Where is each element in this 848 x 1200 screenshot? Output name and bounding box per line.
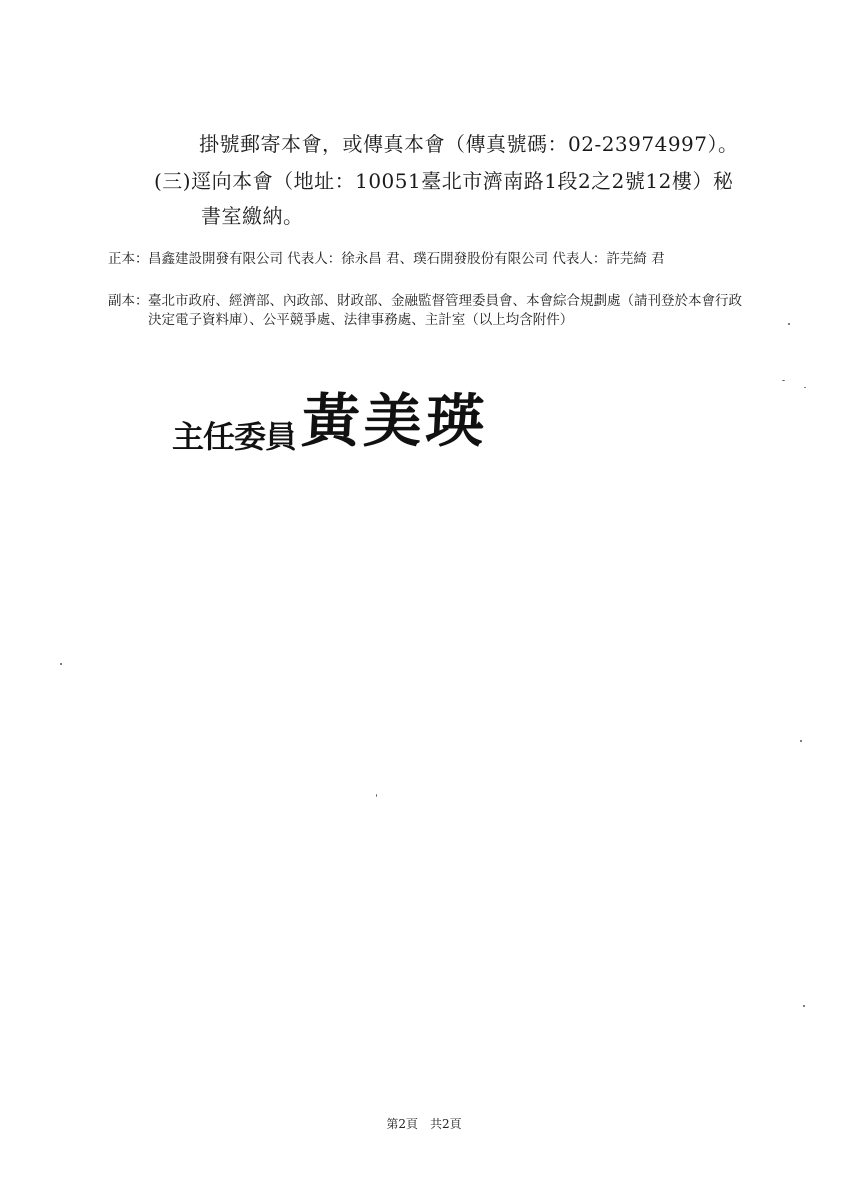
page-number: 第2頁 共2頁 — [386, 1117, 462, 1131]
copy-recipients-label: 副本： — [108, 293, 149, 309]
primary-recipients — [108, 250, 748, 269]
primary-recipients-label: 正本： — [108, 251, 149, 267]
body-line-2: (三)逕向本會（地址：10051臺北市濟南路1段2之2號12樓）秘 — [154, 169, 734, 193]
signature-title: 主任委員 — [172, 418, 297, 455]
scan-speck — [60, 663, 62, 665]
scan-speck — [800, 740, 802, 742]
body-line-1: 掛號郵寄本會，或傳真本會（傳真號碼：02-23974997）。 — [199, 132, 739, 156]
scan-speck — [803, 1005, 805, 1007]
body-line-3: 書室繳納。 — [201, 204, 304, 228]
scan-speck — [804, 387, 806, 388]
scan-speck — [782, 380, 785, 381]
scan-speck — [376, 794, 377, 797]
copy-recipients-text: 臺北市政府、經濟部、內政部、財政部、金融監督管理委員會、本會綜合規劃處（請刊登於本會行政決定電子資料庫）、公平競爭處、法律事務處、主計室（以上均含附件） — [148, 293, 742, 328]
signature — [172, 374, 488, 458]
signature-name: 黃美瑛 — [299, 387, 490, 455]
scan-speck — [788, 323, 790, 325]
primary-recipients-text: 昌鑫建設開發有限公司 代表人：徐永昌 君、璞石開發股份有限公司 代表人：許芫綺 君 — [148, 251, 665, 267]
copy-recipients — [108, 292, 748, 330]
